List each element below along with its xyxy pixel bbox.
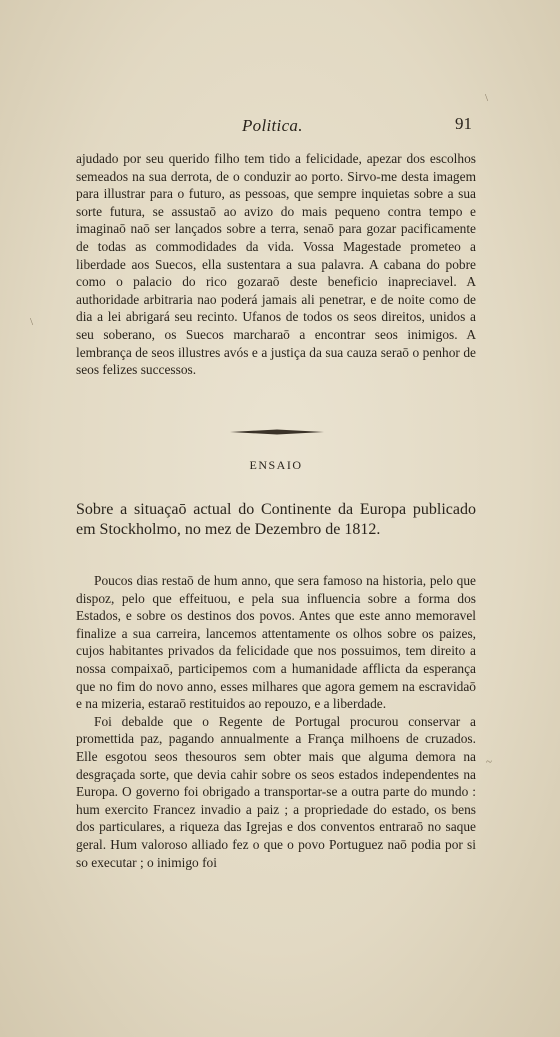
running-head bbox=[76, 116, 476, 138]
margin-mark: ~ bbox=[486, 756, 492, 768]
top-paragraph: ajudado por seu querido filho tem tido a felicidade, apezar dos escolhos semeados na sua derrota, de o conduzir ao porto. Sirvo-me desta imagem para illustrar para o futuro, as pessoas, que sempre inquietas sobre a sua sorte futura, se assustaō ao avizo do mais pequeno contra tempo e imaginaō naō ser lançados sobre a terra, senaō para gozar pacificamente de todas as commodidades da vida. Vossa Magestade prometeo a liberdade aos Suecos, ella sustentara a sua palavra. A cabana do pobre como o palacio do rico gozaraō deste beneficio inapreciavel. A authoridade arbitraria nao poderá jamais ali penetrar, e de noite como de dia a lei abrigará seu recinto. Ufanos de todos os seos direitos, unidos a seu soberano, os Suecos marcharaō a encontrar seos inimigos. A lembrança de seos illustres avós e a justiça da sua cauza seraō o penhor de seos felizes successos. bbox=[76, 151, 476, 378]
page-number: 91 bbox=[455, 114, 472, 133]
top-paragraph-block bbox=[76, 150, 476, 379]
margin-mark: \ bbox=[485, 92, 489, 104]
body-text-block bbox=[76, 572, 476, 871]
section-label: ENSAIO bbox=[249, 458, 303, 472]
running-title: Politica. bbox=[242, 116, 303, 135]
section-subtitle: Sobre a situaçaō actual do Continente da Europa publicado em Stockholmo, no mez de Dezembro de 1812. bbox=[76, 501, 476, 538]
section-divider-ornament bbox=[230, 428, 324, 436]
margin-mark: \ bbox=[30, 316, 34, 328]
body-paragraph: Foi debalde que o Regente de Portugal procurou conservar a promettida paz, pagando annualmente a França milhoens de cruzados. Elle esgotou seos thesouros sem obter mais que alguma demora na desgraçada sorte, que devia cahir sobre os seos estados independentes na Europa. O governo foi obrigado a transportar-se a outra parte do mundo : hum exercito Francez invadio a paiz ; a propriedade do estado, os bens dos particulares, a riqueza das Igrejas e dos conventos entraraō no saque geral. Hum valoroso alliado fez o que o povo Portuguez naō podia por si so executar ; o inimigo foi bbox=[76, 713, 476, 870]
body-paragraph: Poucos dias restaō de hum anno, que sera famoso na historia, pelo que dispoz, pelo que effeituou, e pela sua influencia sobre a forma dos Estados, e sobre os destinos dos povos. Antes que este anno memoravel finalize a sua carreira, lancemos attentamente os olhos sobre os paizes, cujos habitantes privados da felicidade que nos possuimos, tem direito a nossa compaixaō, participemos com a humanidade afflicta da esperança que no fim do novo anno, esses milhares que agora gemem na escravidaō e na mizeria, estaraō restituidos ao repouzo, e a liberdade. bbox=[76, 573, 476, 712]
